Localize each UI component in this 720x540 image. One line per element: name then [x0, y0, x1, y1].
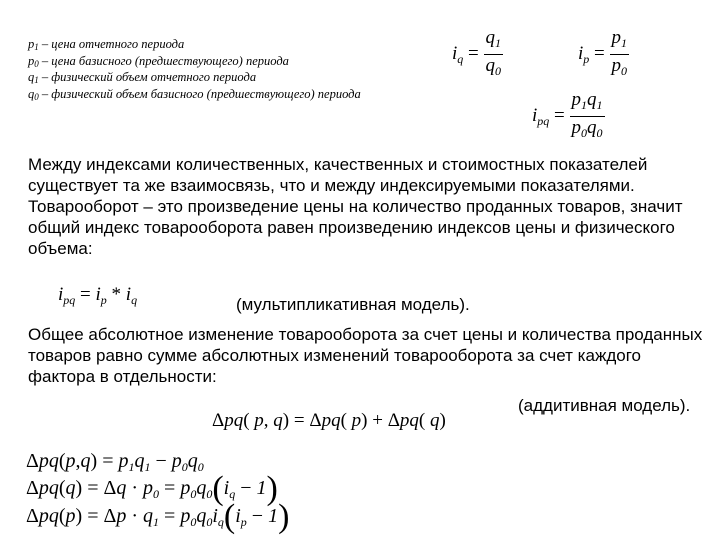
paragraph-absolute-change: Общее абсолютное изменение товарооборота за счет цены и количества проданных товаров равно сумме абсолютных изменений товарооборота за счет каждого фактора в отдельности: — [28, 325, 703, 386]
price-change-formula: $\Delta pq(p) = \Delta p \cdot q_1 = p_0q_0i_q(i_p - 1)$ — [26, 498, 290, 535]
legend-item: $p_0$ – цена базисного (предшествующего) периода — [28, 53, 289, 69]
variable-legend — [28, 38, 361, 104]
legend-item: $q_0$ – физический объем базисного (предшествующего) периода — [28, 86, 361, 102]
price-index-formula: $i_p$ = $\frac{p_1}{p_0}$ — [578, 27, 627, 78]
additive-formula: Δpq( p, q) = Δpq( p) + Δpq( q) — [212, 410, 446, 431]
additive-label: (аддитивная модель). — [518, 396, 691, 415]
legend-item: $p_1$ – цена отчетного периода — [28, 37, 185, 52]
quantity-index-formula: $i_q$ = $\frac{q_1}{q_0}$ — [452, 27, 501, 78]
multiplicative-formula: $i_{pq} = i_p * i_q$ — [58, 284, 138, 307]
quantity-change-formula: $\Delta pq(q) = \Delta q \cdot p_0 = p_0q_0(i_q - 1)$ — [26, 470, 278, 507]
turnover-index-formula: $i_{pq}$ = $\frac{p_1q_1}{p_0q_0}$ — [532, 89, 603, 140]
multiplicative-label: (мультипликативная модель). — [236, 295, 470, 314]
total-change-formula: $\Delta pq(p,q) = p_1q_1 - p_0q_0$ — [26, 450, 204, 474]
paragraph-relationship: Между индексами количественных, качественных и стоимостных показателей существует та же взаимосвязь, что и между индексируемыми показателями. Товарооборот – это произведение цены на количество проданных товаров, значит общий индекс товарооборота равен произведению индексов цены и физического объема: — [28, 155, 683, 258]
legend-item: $q_1$ – физический объем отчетного периода — [28, 70, 257, 85]
